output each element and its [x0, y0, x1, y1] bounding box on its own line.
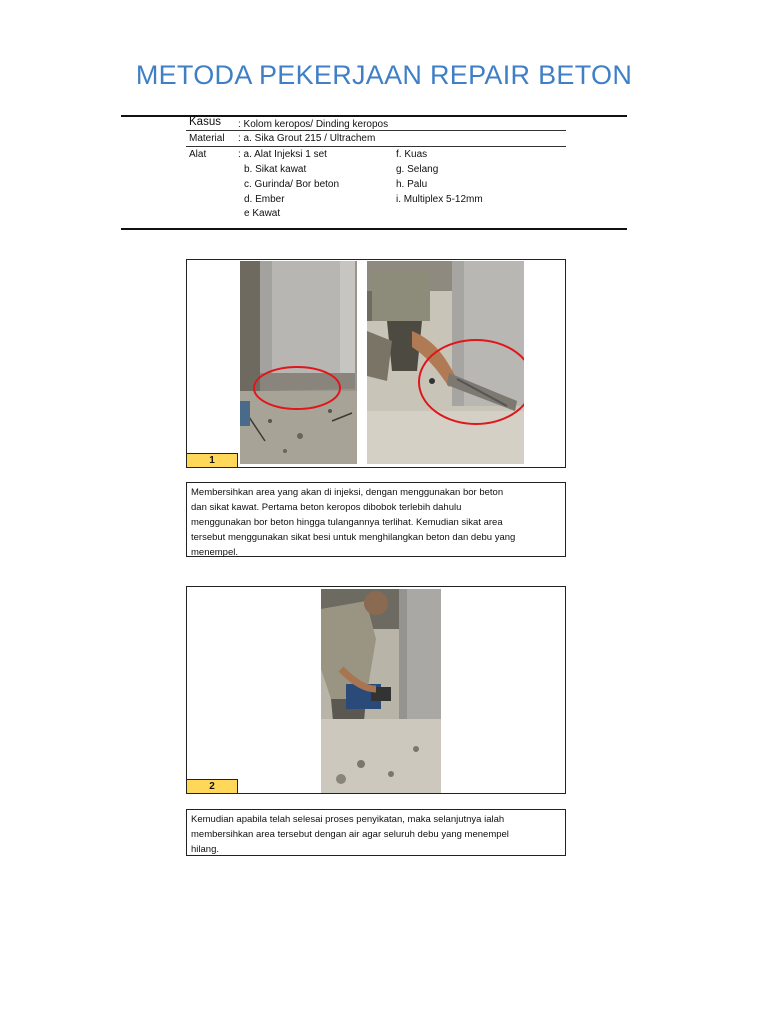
step-2-line: hilang.: [191, 844, 219, 855]
step-2-line: Kemudian apabila telah selesai proses penyikatan, maka selanjutnya ialah: [191, 814, 505, 825]
alat-item-f: f. Kuas: [396, 149, 428, 160]
kasus-label: Kasus: [189, 116, 221, 128]
material-value: : a. Sika Grout 215 / Ultrachem: [238, 133, 376, 144]
step-1-line: menempel.: [191, 547, 238, 558]
step-2-line: membersihkan area tersebut dengan air agar seluruh debu yang menempel: [191, 829, 509, 840]
step-1-number: 1: [187, 453, 238, 467]
photo-column-base: [240, 261, 357, 464]
alat-item-g: g. Selang: [396, 164, 439, 175]
alat-item-i: i. Multiplex 5-12mm: [396, 194, 483, 205]
alat-item-c: c. Gurinda/ Bor beton: [244, 179, 340, 190]
page-title: METODA PEKERJAAN REPAIR BETON: [135, 60, 633, 90]
alat-item-d: d. Ember: [244, 194, 285, 205]
step-2-description: [186, 809, 566, 856]
kasus-value: : Kolom keropos/ Dinding keropos: [238, 119, 389, 130]
alat-item-e: e Kawat: [244, 208, 281, 219]
step-2-photo-frame: [186, 586, 566, 794]
alat-item-a: : a. Alat Injeksi 1 set: [238, 149, 327, 160]
step-1-photo-frame: [186, 259, 566, 468]
photo-worker-drilling: [321, 589, 441, 793]
step-1-line: dan sikat kawat. Pertama beton keropos dibobok terlebih dahulu: [191, 502, 462, 513]
photo-worker-column: [367, 261, 524, 464]
step-1-line: menggunakan bor beton hingga tulangannya terlihat. Kemudian sikat area: [191, 517, 503, 528]
material-label: Material: [189, 133, 225, 144]
alat-item-h: h. Palu: [396, 179, 428, 190]
header-rule-bottom: [121, 228, 627, 230]
step-2-number: 2: [187, 779, 238, 793]
alat-label: Alat: [189, 149, 207, 160]
alat-item-b: b. Sikat kawat: [244, 164, 307, 175]
row-divider: [186, 146, 566, 147]
step-1-line: Membersihkan area yang akan di injeksi, dengan menggunakan bor beton: [191, 487, 504, 498]
step-1-description: [186, 482, 566, 557]
step-1-line: tersebut menggunakan sikat besi untuk menghilangkan beton dan debu yang: [191, 532, 516, 543]
